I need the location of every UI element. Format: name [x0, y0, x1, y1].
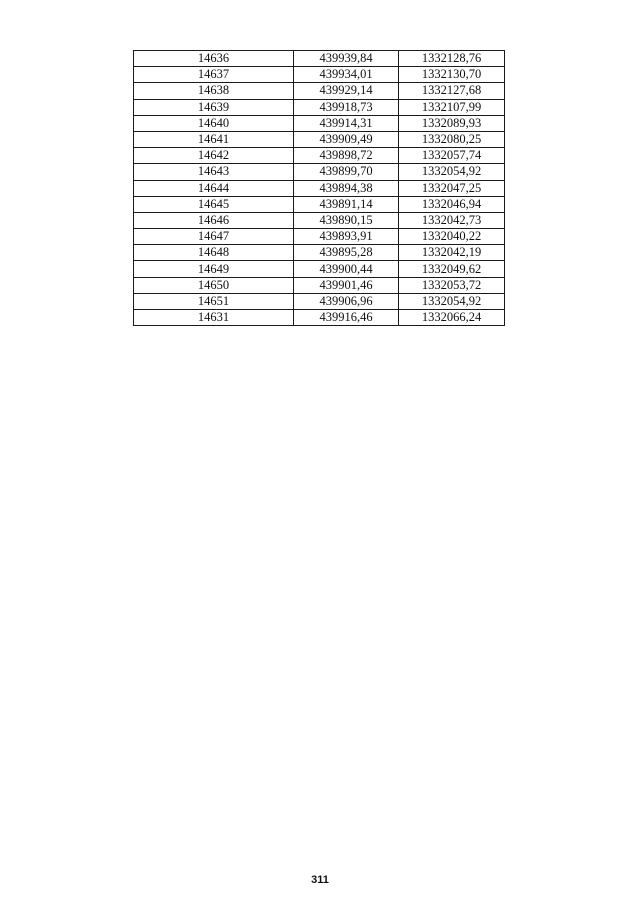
y-coordinate-cell: 1332040,22: [399, 229, 505, 245]
y-coordinate-cell: 1332128,76: [399, 51, 505, 67]
point-number-cell: 14636: [134, 51, 294, 67]
y-coordinate-cell: 1332053,72: [399, 277, 505, 293]
x-coordinate-cell: 439909,49: [294, 131, 399, 147]
table-row: [134, 51, 505, 67]
table-row: [134, 164, 505, 180]
point-number-cell: 14631: [134, 310, 294, 326]
coordinates-table: [133, 50, 505, 326]
point-number-cell: 14651: [134, 293, 294, 309]
point-number-cell: 14642: [134, 148, 294, 164]
point-number-cell: 14641: [134, 131, 294, 147]
table-row: [134, 131, 505, 147]
y-coordinate-cell: 1332046,94: [399, 196, 505, 212]
y-coordinate-cell: 1332054,92: [399, 293, 505, 309]
table-row: [134, 83, 505, 99]
point-number-cell: 14650: [134, 277, 294, 293]
table-row: [134, 212, 505, 228]
x-coordinate-cell: 439934,01: [294, 67, 399, 83]
x-coordinate-cell: 439916,46: [294, 310, 399, 326]
y-coordinate-cell: 1332047,25: [399, 180, 505, 196]
x-coordinate-cell: 439929,14: [294, 83, 399, 99]
point-number-cell: 14643: [134, 164, 294, 180]
point-number-cell: 14638: [134, 83, 294, 99]
point-number-cell: 14646: [134, 212, 294, 228]
point-number-cell: 14644: [134, 180, 294, 196]
table-row: [134, 115, 505, 131]
y-coordinate-cell: 1332049,62: [399, 261, 505, 277]
table-row: [134, 261, 505, 277]
table-row: [134, 245, 505, 261]
y-coordinate-cell: 1332130,70: [399, 67, 505, 83]
x-coordinate-cell: 439901,46: [294, 277, 399, 293]
table-row: [134, 180, 505, 196]
table-row: [134, 148, 505, 164]
x-coordinate-cell: 439891,14: [294, 196, 399, 212]
x-coordinate-cell: 439918,73: [294, 99, 399, 115]
x-coordinate-cell: 439900,44: [294, 261, 399, 277]
page-number: 311: [311, 874, 329, 886]
table-row: [134, 293, 505, 309]
x-coordinate-cell: 439893,91: [294, 229, 399, 245]
x-coordinate-cell: 439914,31: [294, 115, 399, 131]
y-coordinate-cell: 1332054,92: [399, 164, 505, 180]
y-coordinate-cell: 1332127,68: [399, 83, 505, 99]
y-coordinate-cell: 1332080,25: [399, 131, 505, 147]
point-number-cell: 14645: [134, 196, 294, 212]
point-number-cell: 14640: [134, 115, 294, 131]
table-row: [134, 229, 505, 245]
point-number-cell: 14647: [134, 229, 294, 245]
y-coordinate-cell: 1332042,19: [399, 245, 505, 261]
point-number-cell: 14649: [134, 261, 294, 277]
y-coordinate-cell: 1332057,74: [399, 148, 505, 164]
x-coordinate-cell: 439894,38: [294, 180, 399, 196]
table-row: [134, 310, 505, 326]
x-coordinate-cell: 439899,70: [294, 164, 399, 180]
y-coordinate-cell: 1332042,73: [399, 212, 505, 228]
y-coordinate-cell: 1332089,93: [399, 115, 505, 131]
x-coordinate-cell: 439906,96: [294, 293, 399, 309]
table-row: [134, 67, 505, 83]
table-row: [134, 99, 505, 115]
x-coordinate-cell: 439890,15: [294, 212, 399, 228]
table-row: [134, 196, 505, 212]
x-coordinate-cell: 439895,28: [294, 245, 399, 261]
x-coordinate-cell: 439898,72: [294, 148, 399, 164]
y-coordinate-cell: 1332066,24: [399, 310, 505, 326]
point-number-cell: 14639: [134, 99, 294, 115]
table-row: [134, 277, 505, 293]
x-coordinate-cell: 439939,84: [294, 51, 399, 67]
point-number-cell: 14637: [134, 67, 294, 83]
y-coordinate-cell: 1332107,99: [399, 99, 505, 115]
point-number-cell: 14648: [134, 245, 294, 261]
